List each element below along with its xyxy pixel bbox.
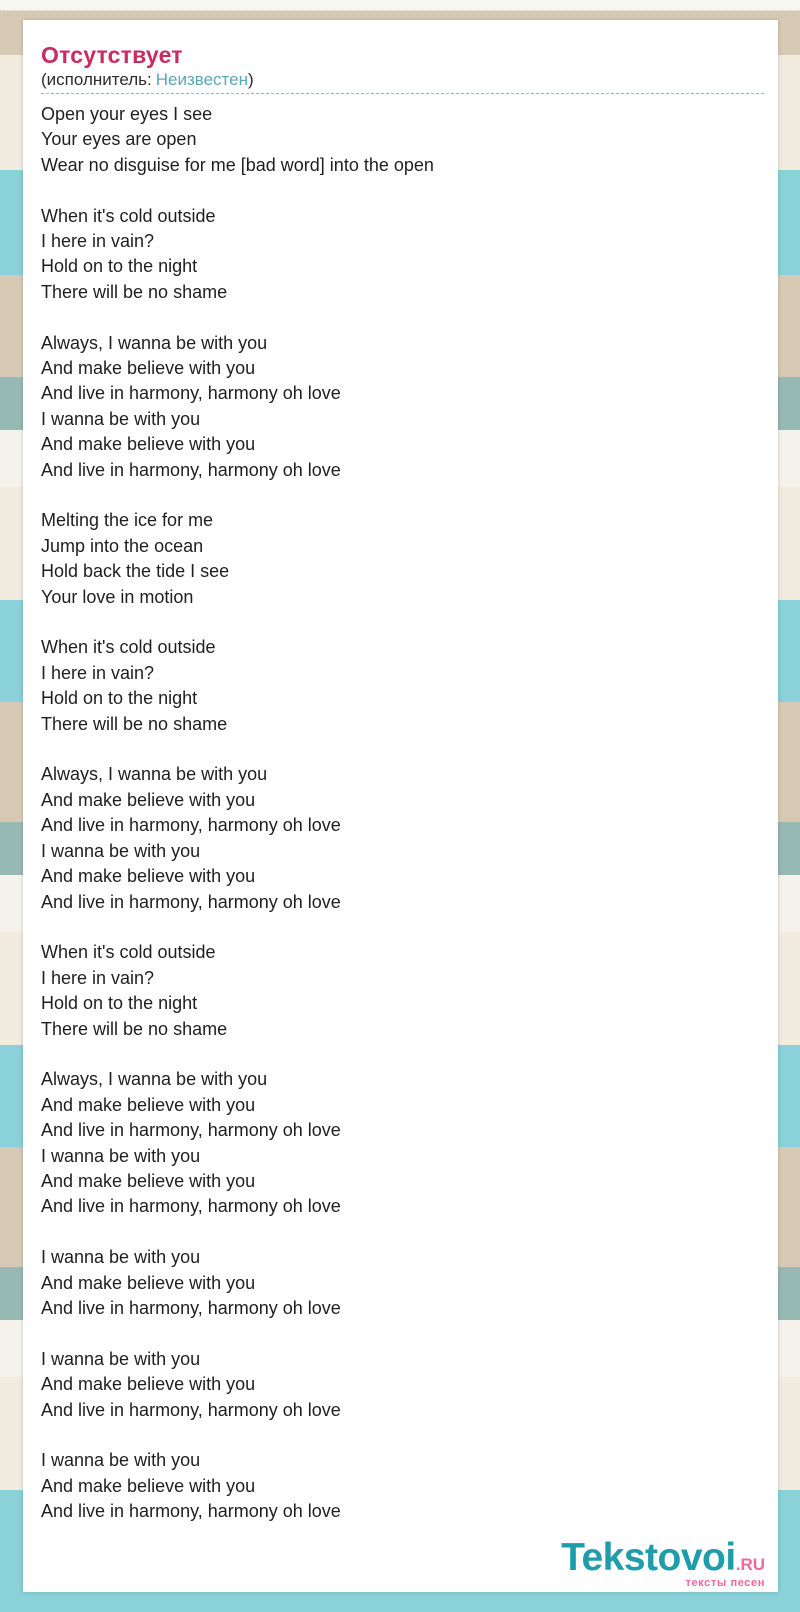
verse: Open your eyes I see Your eyes are open Wear no disguise for me [bad word] into the open [41, 104, 434, 175]
logo-tagline: тексты песен [685, 1577, 765, 1589]
verse: I wanna be with you And make believe with you And live in harmony, harmony oh love [41, 1450, 341, 1522]
logo-wordmark [561, 1538, 765, 1577]
logo-tld-text: .RU [735, 1555, 765, 1574]
artist-link[interactable]: Неизвестен [155, 70, 248, 89]
artist-suffix: ) [248, 70, 254, 89]
verse: When it's cold outside I here in vain? Hold on to the night There will be no shame [41, 637, 228, 734]
top-seam-stripe [0, 0, 800, 11]
song-title: Отсутствует [41, 42, 183, 68]
verse: Melting the ice for me Jump into the ocean Hold back the tide I see Your love in motion [41, 510, 230, 607]
verse: When it's cold outside I here in vain? Hold on to the night There will be no shame [41, 205, 228, 302]
artist-label: (исполнитель: [41, 70, 152, 89]
verse: I wanna be with you And make believe with you And live in harmony, harmony oh love [41, 1247, 341, 1318]
verse: Always, I wanna be with you And make believe with you And live in harmony, harmony oh love I wanna be with you And make believe with you And live in harmony, harmony oh love [41, 764, 341, 912]
logo-brand-text: Tekstovoi [561, 1536, 736, 1579]
artist-line [41, 70, 764, 90]
verse: Always, I wanna be with you And make believe with you And live in harmony, harmony oh love I wanna be with you And make believe with you And live in harmony, harmony oh love [41, 332, 341, 480]
site-logo[interactable] [561, 1538, 765, 1589]
verse: I wanna be with you And make believe with you And live in harmony, harmony oh love [41, 1348, 341, 1420]
content-card [23, 20, 778, 1592]
lyrics [41, 102, 760, 1525]
song-header [41, 42, 764, 94]
verse: Always, I wanna be with you And make believe with you And live in harmony, harmony oh love I wanna be with you And make believe with you And live in harmony, harmony oh love [41, 1069, 341, 1217]
verse: When it's cold outside I here in vain? Hold on to the night There will be no shame [41, 942, 228, 1039]
